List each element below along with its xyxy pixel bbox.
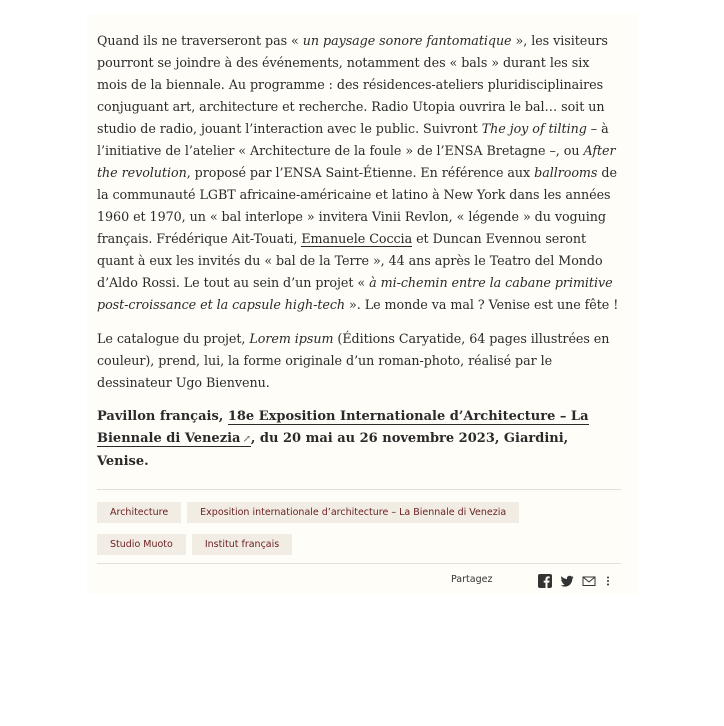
facebook-icon[interactable] bbox=[538, 574, 552, 588]
person-link[interactable]: Emanuele Coccia bbox=[301, 231, 413, 246]
text-segment: Le catalogue du projet, bbox=[97, 331, 250, 346]
info-suffix: , du 20 mai au 26 novembre 2023, Giardini, Venise. bbox=[97, 431, 569, 469]
exhibition-info bbox=[97, 406, 621, 473]
tag-architecture[interactable]: Architecture bbox=[97, 502, 181, 523]
tag-list bbox=[97, 500, 627, 564]
paragraph-events bbox=[97, 30, 621, 316]
article-body bbox=[97, 30, 621, 473]
mail-icon[interactable] bbox=[582, 574, 596, 588]
italic-text: un paysage sonore fantomatique bbox=[302, 33, 512, 48]
article-card bbox=[87, 14, 637, 594]
divider-top bbox=[97, 489, 621, 490]
text-segment: et Duncan Evennou seront quant à eux les invités du « bal de la Terre », 44 ans après le Teatro del Mondo d’Aldo Rossi. Le tout au sein d’un projet « bbox=[97, 231, 607, 290]
more-icon[interactable] bbox=[604, 574, 612, 588]
paragraph-catalogue bbox=[97, 328, 621, 394]
italic-text: Lorem ipsum bbox=[249, 331, 334, 346]
italic-text: After the revolution bbox=[97, 143, 620, 180]
text-segment: (Éditions Caryatide, 64 pages illustrées en couleur), prend, lui, la forme originale d’un roman-photo, réalisé par le dessinateur Ugo Bienvenu. bbox=[97, 331, 614, 390]
tag-institut-francais[interactable]: Institut français bbox=[192, 534, 292, 555]
twitter-icon[interactable] bbox=[560, 574, 574, 588]
text-segment: de la communauté LGBT africaine-américaine et latino à New York dans les années 1960 et 1970, un « bal interlope » invitera Vinii Revlon, « légende » du voguing français. Frédérique Ait-Touati, bbox=[97, 165, 621, 246]
text-segment: , proposé par l’ENSA Saint-Étienne. En référence aux bbox=[186, 165, 535, 180]
text-segment: – à l’initiative de l’atelier « Architecture de la foule » de l’ENSA Bretagne –, ou bbox=[97, 121, 613, 158]
tag-studio-muoto[interactable]: Studio Muoto bbox=[97, 534, 186, 555]
italic-text: à mi-chemin entre la cabane primitive post-croissance et la capsule high-tech bbox=[97, 275, 617, 312]
external-link-icon: ↗ bbox=[242, 434, 251, 445]
text-segment: ». Le monde va mal ? Venise est une fête ! bbox=[345, 297, 619, 312]
italic-text: The joy of tilting bbox=[481, 121, 587, 136]
tag-biennale[interactable]: Exposition internationale d’architecture – La Biennale di Venezia bbox=[187, 502, 519, 523]
info-prefix: Pavillon français, bbox=[97, 409, 228, 424]
share-label: Partagez bbox=[451, 574, 493, 585]
share-bar bbox=[97, 574, 621, 590]
italic-text: ballrooms bbox=[534, 165, 598, 180]
divider-bottom bbox=[97, 563, 621, 564]
biennale-link-label: 18e Exposition Internationale d’Architecture – La Biennale di Venezia bbox=[97, 409, 589, 446]
text-segment: Quand ils ne traverseront pas « bbox=[97, 33, 303, 48]
text-segment: », les visiteurs pourront se joindre à des événements, notamment des « bals » durant les six mois de la biennale. Au programme : des résidences-ateliers pluridisciplinaires conjuguant art, architecture et recherche. Radio Utopia ouvrira le bal… soit un studio de radio, jouant l’interaction avec le public. Suivront bbox=[97, 33, 612, 136]
